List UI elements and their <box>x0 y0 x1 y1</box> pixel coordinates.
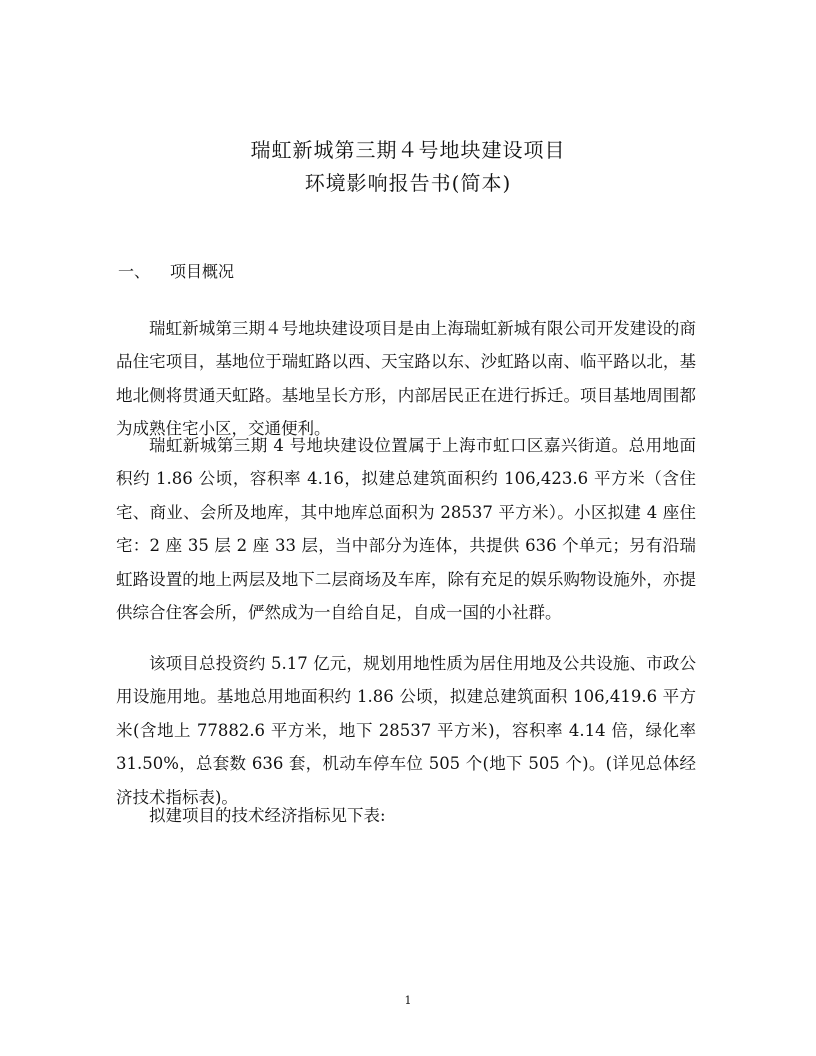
document-subtitle: 环境影响报告书(简本) <box>304 171 512 195</box>
paragraph-table-intro: 拟建项目的技术经济指标见下表: <box>149 806 386 825</box>
paragraph-project-overview: 瑞虹新城第三期４号地块建设项目是由上海瑞虹新城有限公司开发建设的商品住宅项目，基地位于瑞虹路以西、天宝路以东、沙虹路以南、临平路以北，基地北侧将贯通天虹路。基地呈长方形，内部居民正在进行拆迁。项目基地周围都为成熟住宅小区，交通便利。 <box>116 319 696 439</box>
section-heading <box>118 259 234 282</box>
section-title: 项目概况 <box>170 262 235 281</box>
paragraph-project-location: 瑞虹新城第三期 4 号地块建设位置属于上海市虹口区嘉兴街道。总用地面积约 1.86 公顷，容积率 4.16，拟建总建筑面积约 106,423.6 平方米（含住宅、商业、会所及地库，其中地库总面积为 28537 平方米）。小区拟建 4 座住宅：2 座 35 层 2 座 33 层，当中部分为连体，共提供 636 个单元；另有沿瑞虹路设置的地上两层及地下二层商场及车库，除有充足的娱乐购物设施外，亦提供综合住客会所，俨然成为一自给自足，自成一国的小社群。 <box>116 436 696 623</box>
document-title: 瑞虹新城第三期４号地块建设项目 <box>250 138 566 162</box>
paragraph-investment: 该项目总投资约 5.17 亿元，规划用地性质为居住用地及公共设施、市政公用设施用地。基地总用地面积约 1.86 公顷，拟建总建筑面积 106,419.6 平方米(含地上 77882.6 平方米，地下 28537 平方米)，容积率 4.14 倍，绿化率 31.50%，总套数 636 套，机动车停车位 505 个(地下 505 个)。(详见总体经济技术指标表)。 <box>116 654 696 807</box>
section-number: 一、 <box>118 262 151 281</box>
page-number: 1 <box>404 994 412 1007</box>
